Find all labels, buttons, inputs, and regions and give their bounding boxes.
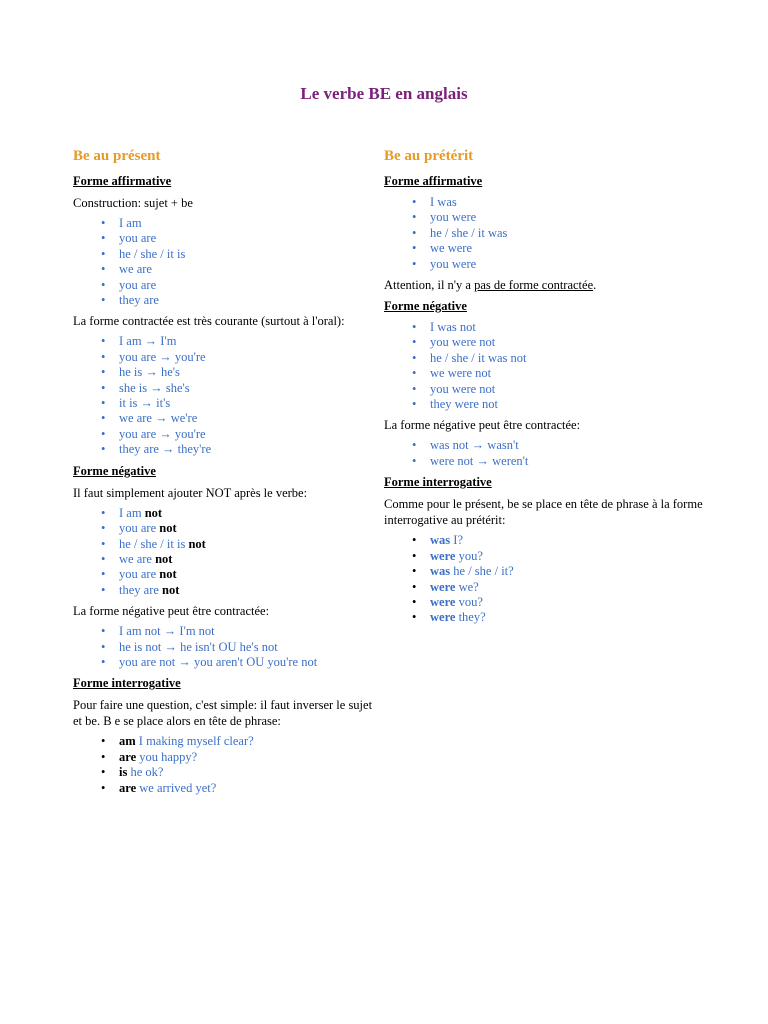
present-column <box>73 146 383 801</box>
list-item: • they are not <box>101 582 180 597</box>
list-item: • I was <box>412 195 457 209</box>
preterite-negative-list <box>384 320 704 412</box>
list-item: • you are not → you aren't OU you're not <box>101 654 318 669</box>
list-item: • were not → weren't <box>412 453 529 468</box>
list-item: • are you happy? <box>101 749 198 764</box>
list-item: • was I? <box>412 533 463 548</box>
list-item: • he is → he's <box>101 365 180 380</box>
present-negative-intro: Il faut simplement ajouter NOT après le verbe: <box>73 485 308 500</box>
list-item: • you are → you're <box>101 426 206 441</box>
list-item: • he / she / it was not <box>412 350 527 365</box>
list-item: • she is → she's <box>101 380 190 395</box>
present-negative-contract-intro: La forme négative peut être contractée: <box>73 604 270 619</box>
preterite-negative-label: Forme négative <box>384 299 467 314</box>
list-item: • we are not <box>101 551 173 566</box>
list-item: • he / she / it is <box>101 246 186 261</box>
preterite-heading: Be au prétérit <box>384 148 474 164</box>
present-affirmative-intro: Construction: sujet + be <box>73 196 193 210</box>
preterite-interrogative-list <box>384 533 704 625</box>
list-item: • you are → you're <box>101 349 206 364</box>
list-item: • was not → wasn't <box>412 438 519 453</box>
present-negative-list <box>73 506 383 598</box>
preterite-note: Attention, il n'y a pas de forme contractée. <box>384 278 597 293</box>
list-item: • you are <box>101 231 157 246</box>
preterite-interrogative-label: Forme interrogative <box>384 475 492 490</box>
list-item: • he / she / it was <box>412 225 508 240</box>
list-item: • I am → I'm <box>101 334 177 349</box>
present-affirmative-label: Forme affirmative <box>73 174 172 188</box>
list-item: • are we arrived yet? <box>101 780 217 795</box>
list-item: • am I making myself clear? <box>101 734 254 749</box>
present-interrogative-intro: Pour faire une question, c'est simple: il faut inverser le sujet et be. B e se place alors en tête de phrase: <box>73 698 373 729</box>
list-item: • they are → they're <box>101 442 212 457</box>
list-item: • he / she / it is not <box>101 536 206 551</box>
present-negative-label: Forme négative <box>73 463 156 478</box>
page-title: Le verbe BE en anglais <box>300 84 468 103</box>
list-item: • you were not <box>412 335 496 350</box>
list-item: • you were <box>412 256 477 271</box>
preterite-affirmative-label: Forme affirmative <box>384 174 483 188</box>
list-item: • we were not <box>412 366 492 381</box>
list-item: • you were <box>412 210 477 225</box>
list-item: • were vou? <box>412 594 483 609</box>
list-item: • you are <box>101 277 157 292</box>
list-item: • we are → we're <box>101 411 198 426</box>
present-affirmative-list <box>73 216 383 308</box>
preterite-negative-contracted-list <box>384 438 704 469</box>
list-item: • you were not <box>412 381 496 396</box>
list-item: • was he / she / it? <box>412 564 514 579</box>
present-negative-contracted-list <box>73 624 383 670</box>
list-item: • he is not → he isn't OU he's not <box>101 639 278 654</box>
list-item: • it is → it's <box>101 396 171 411</box>
list-item: • we are <box>101 262 152 277</box>
list-item: • were you? <box>412 548 483 563</box>
list-item: • you are not <box>101 521 177 536</box>
list-item: • were we? <box>412 579 479 594</box>
list-item: • is he ok? <box>101 765 164 780</box>
present-interrogative-list <box>73 734 383 796</box>
list-item: • I was not <box>412 320 476 335</box>
preterite-affirmative-list <box>384 195 704 272</box>
list-item: • they are <box>101 293 159 308</box>
list-item: • they were not <box>412 397 499 412</box>
preterite-interrogative-intro: Comme pour le présent, be se place en tête de phrase à la forme interrogative au prétérit: <box>384 497 703 528</box>
preterite-column <box>384 146 704 631</box>
present-interrogative-label: Forme interrogative <box>73 676 181 691</box>
list-item: • I am not → I'm not <box>101 624 215 639</box>
list-item: • were they? <box>412 610 486 625</box>
list-item: • you are not <box>101 567 177 582</box>
list-item: • I am not <box>101 505 163 520</box>
present-contracted-intro: La forme contractée est très courante (surtout à l'oral): <box>73 314 345 329</box>
present-contracted-list <box>73 334 383 457</box>
present-heading: Be au présent <box>73 148 161 164</box>
list-item: • I am <box>101 216 142 230</box>
list-item: • we were <box>412 241 472 256</box>
preterite-negative-contract-intro: La forme négative peut être contractée: <box>384 418 581 433</box>
